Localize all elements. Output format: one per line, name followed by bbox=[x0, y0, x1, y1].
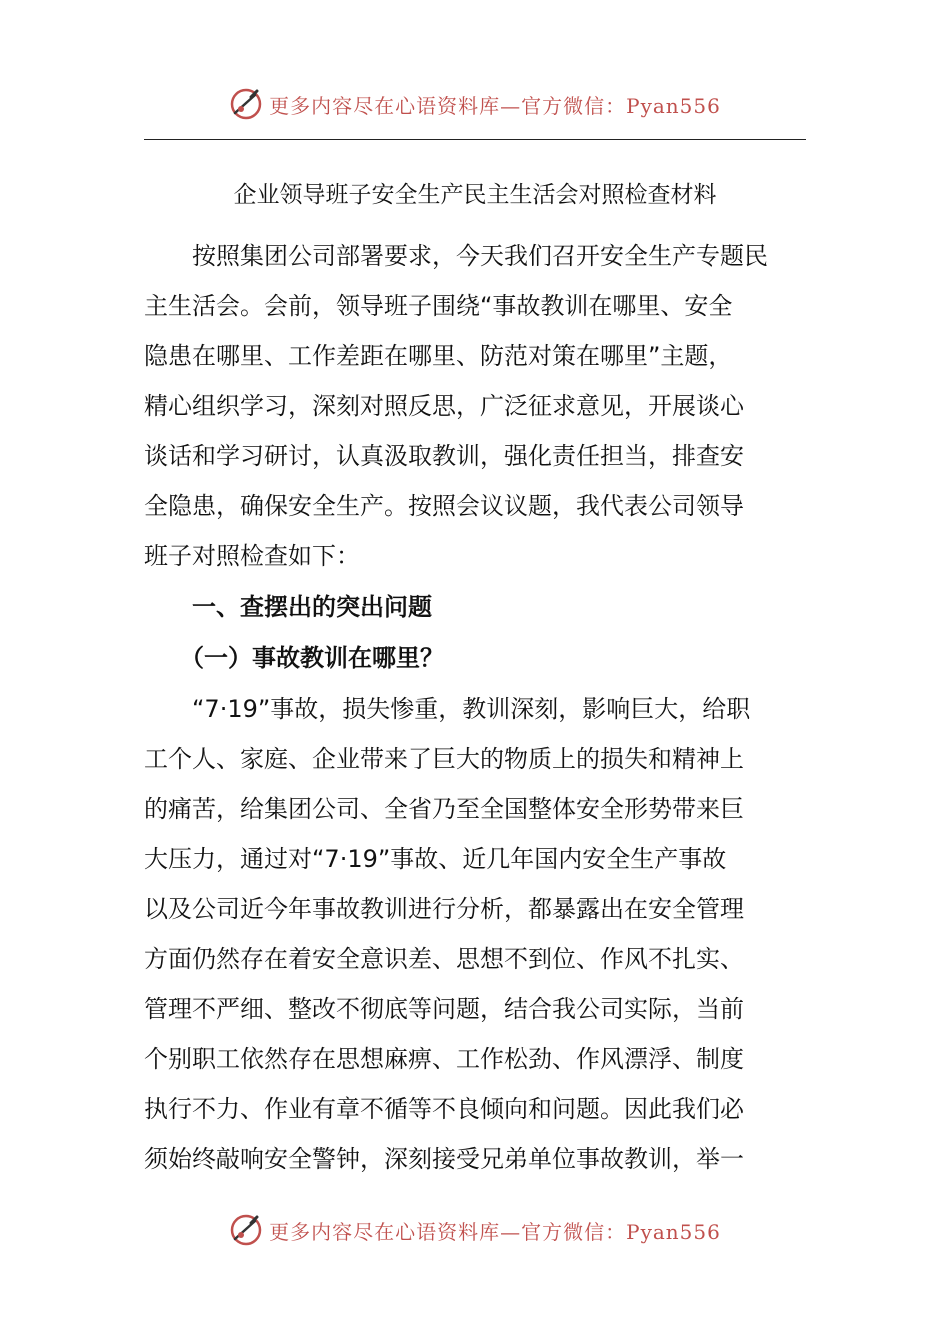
banner-wechat-label: 官方微信： bbox=[521, 93, 627, 118]
paragraph-line: 大压力，通过对“7·19”事故、近几年国内安全生产事故 bbox=[144, 845, 727, 873]
banner-wechat-id: Pyan556 bbox=[626, 1219, 721, 1244]
pen-logo-icon bbox=[229, 1213, 263, 1247]
paragraph-line: 按照集团公司部署要求，今天我们召开安全生产专题民 bbox=[144, 242, 768, 270]
paragraph-line: 精心组织学习，深刻对照反思，广泛征求意见，开展谈心 bbox=[144, 392, 744, 420]
paragraph-line: 主生活会。会前，领导班子围绕“事故教训在哪里、安全 bbox=[144, 292, 733, 320]
header-banner bbox=[0, 84, 950, 124]
pen-logo-icon bbox=[229, 87, 263, 121]
paragraph-line: 隐患在哪里、工作差距在哪里、防范对策在哪里”主题， bbox=[144, 342, 733, 370]
paragraph-line: 执行不力、作业有章不循等不良倾向和问题。因此我们必 bbox=[144, 1095, 744, 1123]
banner-text bbox=[269, 90, 721, 119]
section-heading: 一、查摆出的突出问题 bbox=[144, 593, 432, 621]
paragraph-line: 个别职工依然存在思想麻痹、工作松劲、作风漂浮、制度 bbox=[144, 1045, 744, 1073]
paragraph-line: 管理不严细、整改不彻底等问题，结合我公司实际，当前 bbox=[144, 995, 744, 1023]
banner-wechat-id: Pyan556 bbox=[626, 93, 721, 118]
paragraph-line: 的痛苦，给集团公司、全省乃至全国整体安全形势带来巨 bbox=[144, 795, 744, 823]
header-divider bbox=[144, 139, 806, 140]
paragraph-line: 方面仍然存在着安全意识差、思想不到位、作风不扎实、 bbox=[144, 945, 744, 973]
paragraph-line: 谈话和学习研讨，认真汲取教训，强化责任担当，排查安 bbox=[144, 442, 744, 470]
paragraph-line: 全隐患，确保安全生产。按照会议议题，我代表公司领导 bbox=[144, 492, 744, 520]
document-title: 企业领导班子安全生产民主生活会对照检查材料 bbox=[233, 182, 717, 208]
banner-main-text: 更多内容尽在心语资料库 bbox=[269, 1219, 501, 1244]
banner-main-text: 更多内容尽在心语资料库 bbox=[269, 93, 501, 118]
paragraph-line: 班子对照检查如下： bbox=[144, 542, 360, 570]
footer-banner bbox=[0, 1210, 950, 1250]
paragraph-line: “7·19”事故，损失惨重，教训深刻，影响巨大，给职 bbox=[144, 695, 751, 723]
banner-text bbox=[269, 1216, 721, 1245]
paragraph-line: 以及公司近今年事故教训进行分析，都暴露出在安全管理 bbox=[144, 895, 744, 923]
banner-dash: — bbox=[500, 93, 522, 118]
banner-wechat-label: 官方微信： bbox=[521, 1219, 627, 1244]
paragraph-line: 工个人、家庭、企业带来了巨大的物质上的损失和精神上 bbox=[144, 745, 744, 773]
banner-dash: — bbox=[500, 1219, 522, 1244]
subsection-heading: （一）事故教训在哪里？ bbox=[144, 644, 444, 672]
paragraph-line: 须始终敲响安全警钟，深刻接受兄弟单位事故教训，举一 bbox=[144, 1145, 744, 1173]
